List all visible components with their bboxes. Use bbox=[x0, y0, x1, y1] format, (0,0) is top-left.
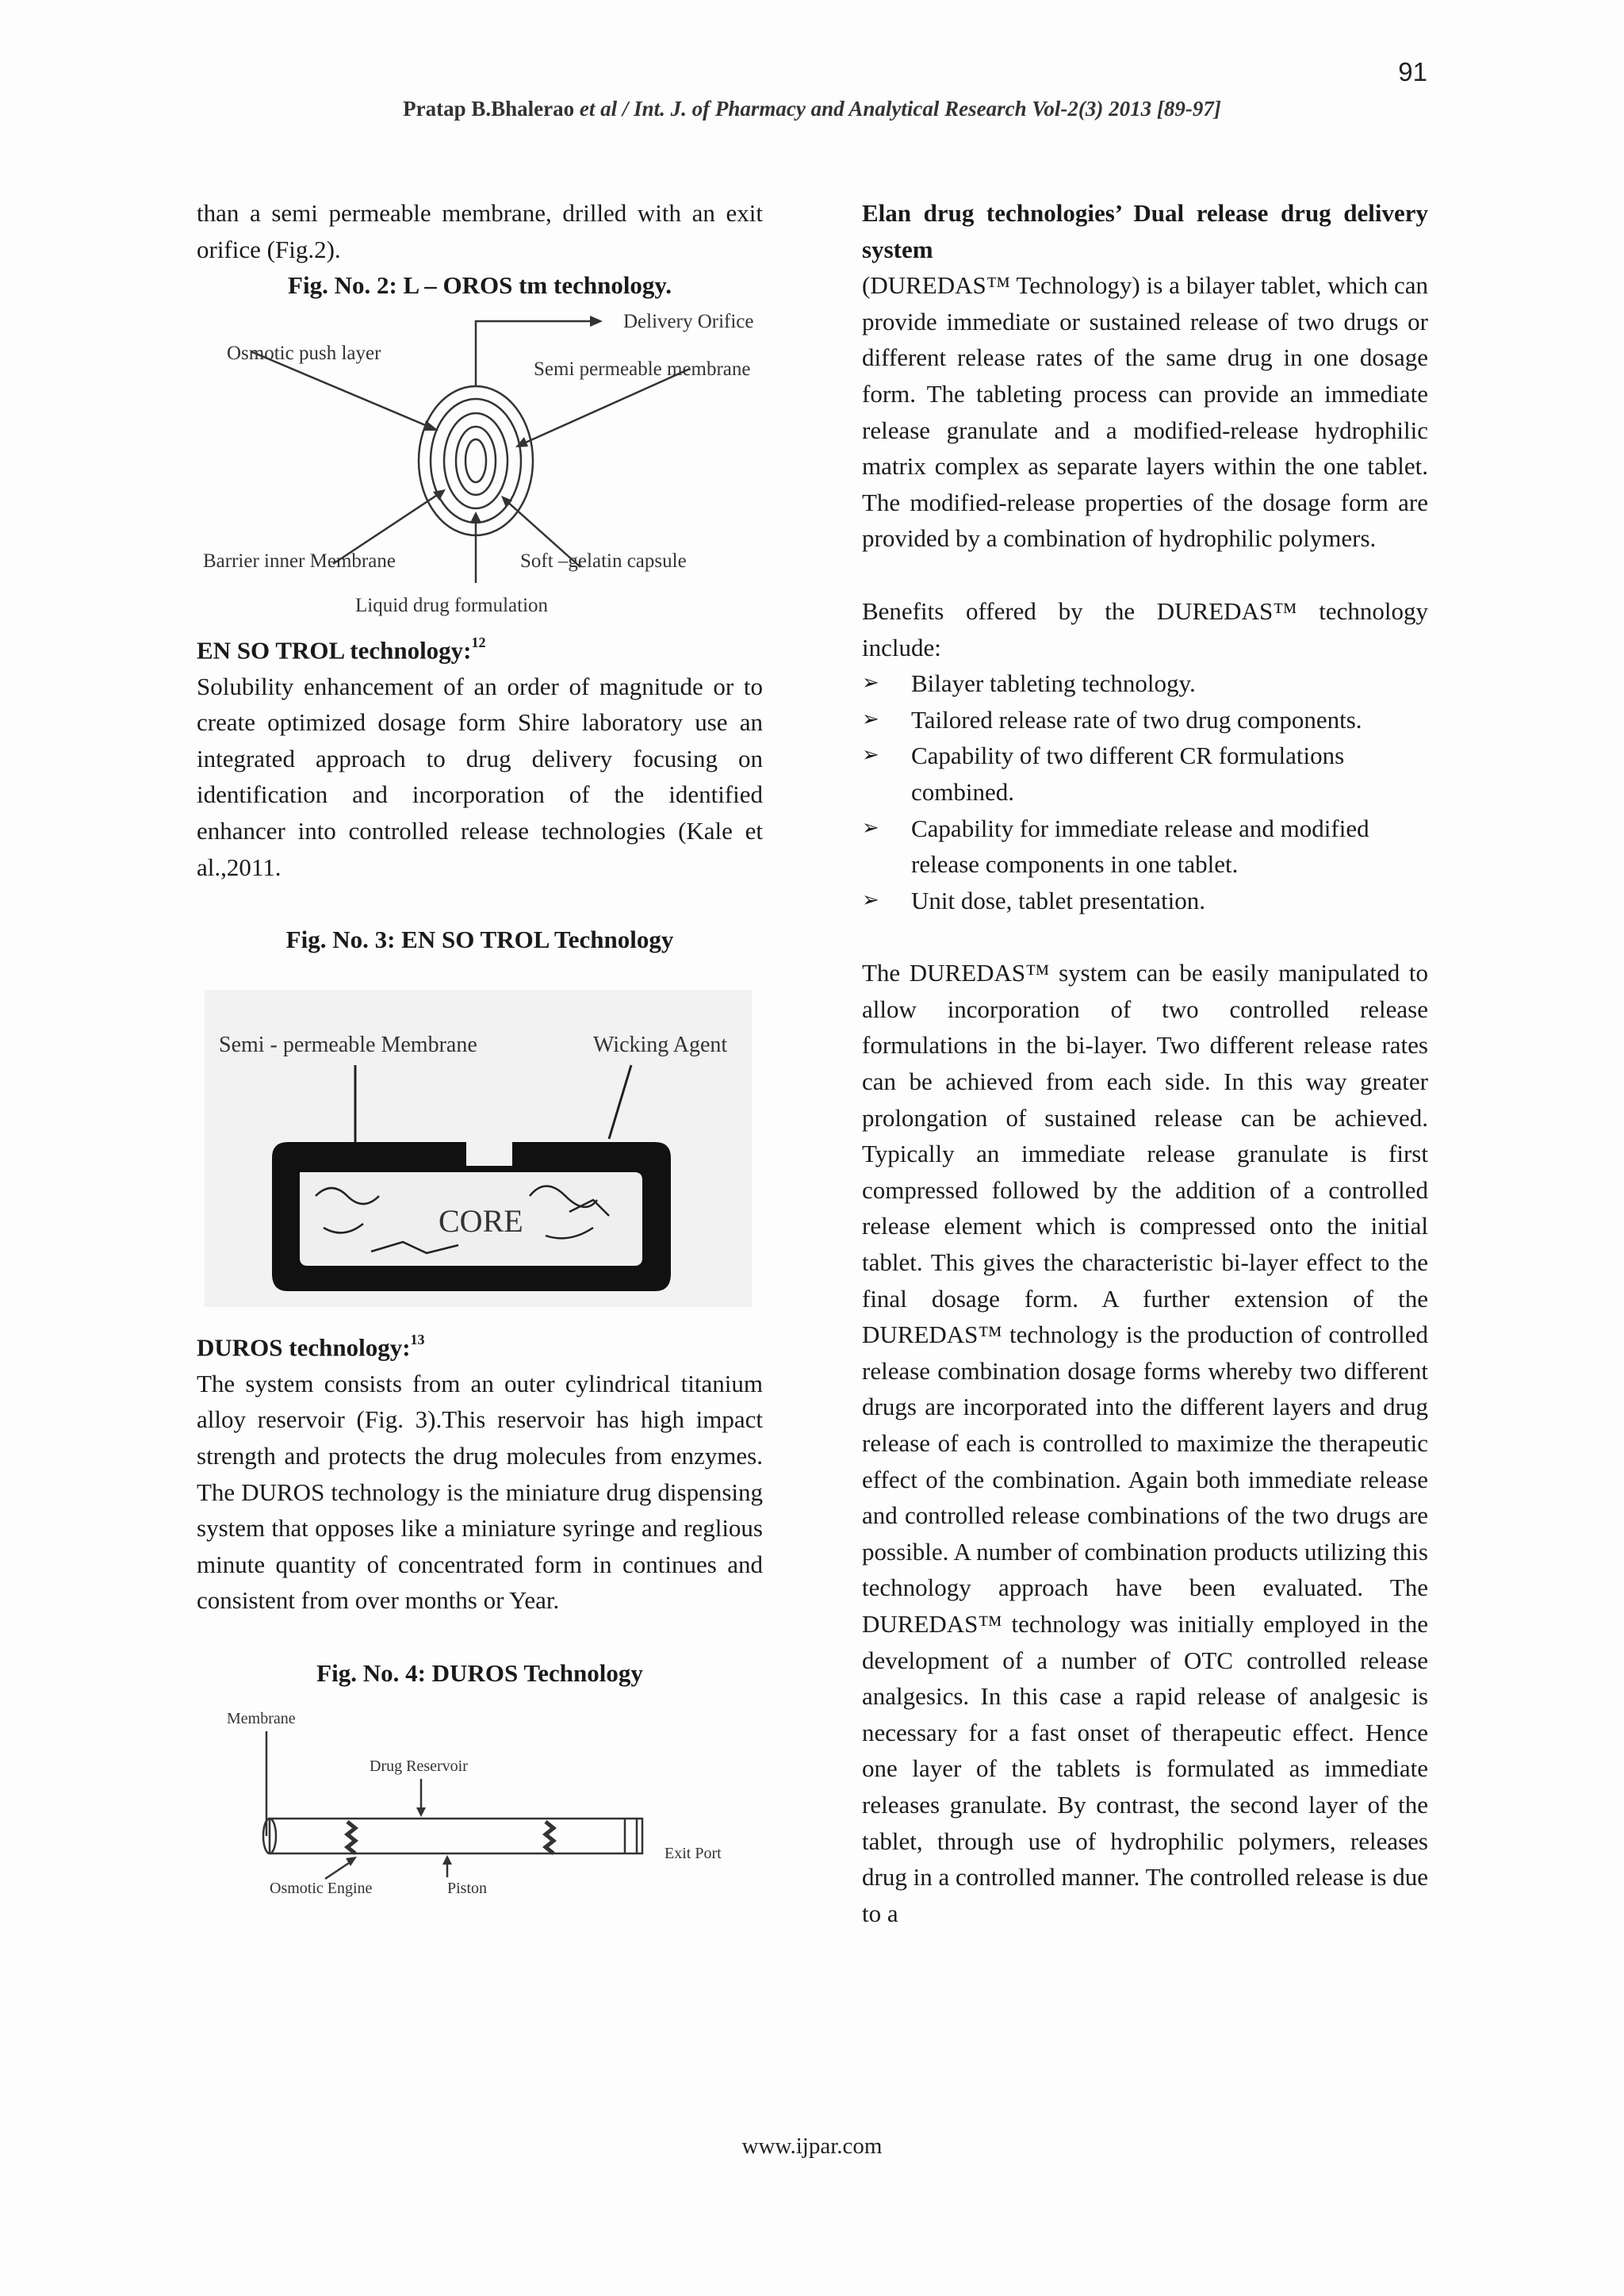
fig4-caption: Fig. No. 4: DUROS Technology bbox=[316, 1658, 643, 1687]
fig4-duros-diagram bbox=[197, 1692, 763, 1906]
duros-cylinder bbox=[270, 1819, 642, 1853]
bullet-arrow-icon: ➢ bbox=[862, 815, 879, 840]
piston-arrowhead bbox=[442, 1855, 452, 1865]
duredas-paragraph: The DUREDAS™ system can be easily manipulated to allow incorporation of two controlled release formulations in the bi-layer. Two different release rates can be achieved from each side. In this way greater prolongation of sustained release can be achieved. Typically an immediate release granulate is first compressed followed by the addition of a controlled release element which is compressed onto the initial tablet. This gives the characteristic bi-layer effect to the final dosage form. A further extension of the DUREDAS™ technology is the production of controlled release combination dosage forms whereby two different drugs are incorporated into the different layers and drug release of each is controlled to maximize the therapeutic effect of the combination. Again both immediate release and controlled release combinations of the two drugs are possible. A number of combination products utilizing this technology approach have been evaluated. The DUREDAS™ technology was initially employed in the development of a number of OTC controlled release analgesics. In this case a rapid release of analgesic is necessary for a fast onset of therapeutic effect. Hence one layer of the tablets is formulated as immediate releases granulate. By contrast, the second layer of the tablet, through use of hydrophilic polymers, releases drug in a controlled manner. The controlled release is due to a bbox=[862, 959, 1428, 1927]
ensotrol-heading: EN SO TROL technology:$^{12}$ bbox=[197, 634, 486, 665]
fig2-oros-diagram bbox=[197, 304, 763, 627]
footer-url: www.ijpar.com bbox=[741, 2133, 883, 2159]
bullet-arrow-icon: ➢ bbox=[862, 707, 879, 731]
list-item: ➢ Bilayer tableting technology. bbox=[862, 665, 1428, 702]
duros-ref: 13 bbox=[410, 1331, 425, 1347]
label-piston: Piston bbox=[447, 1879, 488, 1897]
fig3-ensotrol-diagram bbox=[197, 958, 763, 1324]
page-number: 91 bbox=[1398, 57, 1427, 86]
list-item: ➢ Capability of two different CR formulations combined. bbox=[862, 738, 1428, 810]
oros-ring-4 bbox=[456, 427, 496, 495]
label-barrier-inner-membrane: Barrier inner Membrane bbox=[203, 550, 396, 572]
fig3-caption: Fig. No. 3: EN SO TROL Technology bbox=[285, 926, 674, 954]
label-soft-gelatin-capsule: Soft –gelatin capsule bbox=[520, 550, 687, 572]
left-column bbox=[197, 195, 763, 1906]
liquid-arrowhead bbox=[470, 512, 481, 523]
piston-zigzag bbox=[546, 1822, 553, 1853]
list-item: ➢ Capability for immediate release and modified release components in one tablet. bbox=[862, 811, 1428, 883]
ensotrol-paragraph: Solubility enhancement of an order of magnitude or to create optimized dosage form Shire laboratory use an integrated approach to drug delivery focusing on identification and incorporation of the identified enhancer into controlled release technologies (Kale et al.,2011. bbox=[197, 672, 763, 881]
label-liquid-drug-formulation: Liquid drug formulation bbox=[355, 594, 549, 616]
right-column bbox=[862, 195, 1428, 1931]
bullet-arrow-icon: ➢ bbox=[862, 743, 879, 768]
membrane-pointer bbox=[520, 369, 690, 445]
label-semi-permeable: Semi - permeable Membrane bbox=[219, 1032, 477, 1057]
elan-heading: Elan drug technologies’ Dual release drug delivery system bbox=[862, 199, 1428, 263]
fig2-caption: Fig. No. 2: L – OROS tm technology. bbox=[288, 271, 672, 300]
elan-paragraph: (DUREDAS™ Technology) is a bilayer tablet, which can provide immediate or sustained release of two drugs or different release rates of the same drug in one dosage form. The tableting process can provide an immediate release granulate and a modified-release hydrophilic matrix complex as separate layers within the one tablet. The modified-release properties of the dosage form are provided by a combination of hydrophilic polymers. bbox=[862, 271, 1428, 553]
label-semi-permeable-membrane: Semi permeable membrane bbox=[534, 358, 751, 380]
running-header bbox=[0, 97, 1624, 121]
label-wicking-agent: Wicking Agent bbox=[593, 1032, 728, 1057]
ensotrol-ref: 12 bbox=[471, 634, 486, 650]
bullet-arrow-icon: ➢ bbox=[862, 887, 879, 912]
benefits-intro: Benefits offered by the DUREDAS™ technology include: bbox=[862, 596, 1428, 661]
benefits-list bbox=[862, 665, 1428, 918]
reservoir-arrowhead bbox=[416, 1807, 426, 1817]
label-delivery-orifice: Delivery Orifice bbox=[623, 310, 754, 332]
list-item: ➢ Tailored release rate of two drug components. bbox=[862, 702, 1428, 738]
duros-paragraph: The system consists from an outer cylindrical titanium alloy reservoir (Fig. 3).This reservoir has high impact strength and protects the drug molecules from enzymes. The DUROS technology is the miniature drug dispensing system that opposes like a miniature syringe and reglious minute quantity of concentrated form in continues and consistent from over months or Year. bbox=[197, 1369, 763, 1615]
oros-ring-inner bbox=[465, 439, 486, 482]
list-item: ➢ Unit dose, tablet presentation. bbox=[862, 883, 1428, 919]
label-osmotic-engine: Osmotic Engine bbox=[270, 1879, 373, 1897]
duros-heading: DUROS technology:$^{13}$ bbox=[197, 1331, 425, 1362]
label-exit-port: Exit Port bbox=[665, 1844, 722, 1862]
core-label: CORE bbox=[439, 1202, 523, 1239]
push-arrowhead bbox=[423, 420, 439, 431]
label-drug-reservoir: Drug Reservoir bbox=[370, 1757, 468, 1775]
barrier-arrowhead bbox=[433, 489, 446, 500]
osmotic-engine-zigzag bbox=[347, 1822, 355, 1853]
intro-paragraph: than a semi permeable membrane, drilled with an exit orifice (Fig.2). bbox=[197, 199, 763, 263]
label-membrane: Membrane bbox=[227, 1709, 296, 1727]
bullet-arrow-icon: ➢ bbox=[862, 671, 879, 696]
header-citation: et al / Int. J. of Pharmacy and Analytical Research Vol-2(3) 2013 [89-97] bbox=[579, 97, 1221, 121]
orifice-arrowhead bbox=[590, 316, 603, 327]
label-osmotic-push-layer: Osmotic push layer bbox=[227, 342, 381, 364]
header-author: Pratap B.Bhalerao bbox=[403, 97, 575, 121]
